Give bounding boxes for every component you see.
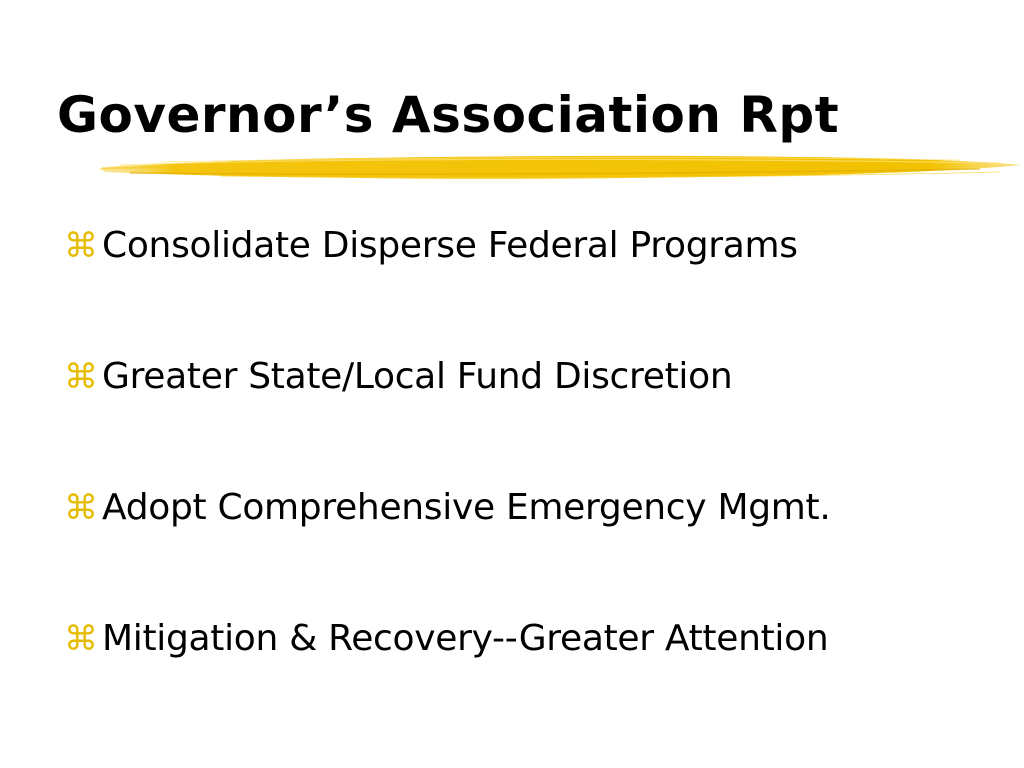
bullet-text: Greater State/Local Fund Discretion <box>102 356 733 397</box>
list-item <box>64 349 831 480</box>
list-item <box>64 480 831 611</box>
command-key-icon: ⌘ <box>64 357 98 397</box>
title-brush-underline <box>100 145 1024 190</box>
command-key-icon: ⌘ <box>64 619 98 659</box>
list-item <box>64 218 831 349</box>
command-key-icon: ⌘ <box>64 488 98 528</box>
bullet-list <box>64 218 831 742</box>
bullet-text: Consolidate Disperse Federal Programs <box>102 225 798 266</box>
bullet-text: Mitigation & Recovery--Greater Attention <box>102 618 829 659</box>
command-key-icon: ⌘ <box>64 226 98 266</box>
list-item <box>64 611 831 742</box>
slide-title: Governor’s Association Rpt <box>57 86 840 144</box>
bullet-text: Adopt Comprehensive Emergency Mgmt. <box>102 487 831 528</box>
